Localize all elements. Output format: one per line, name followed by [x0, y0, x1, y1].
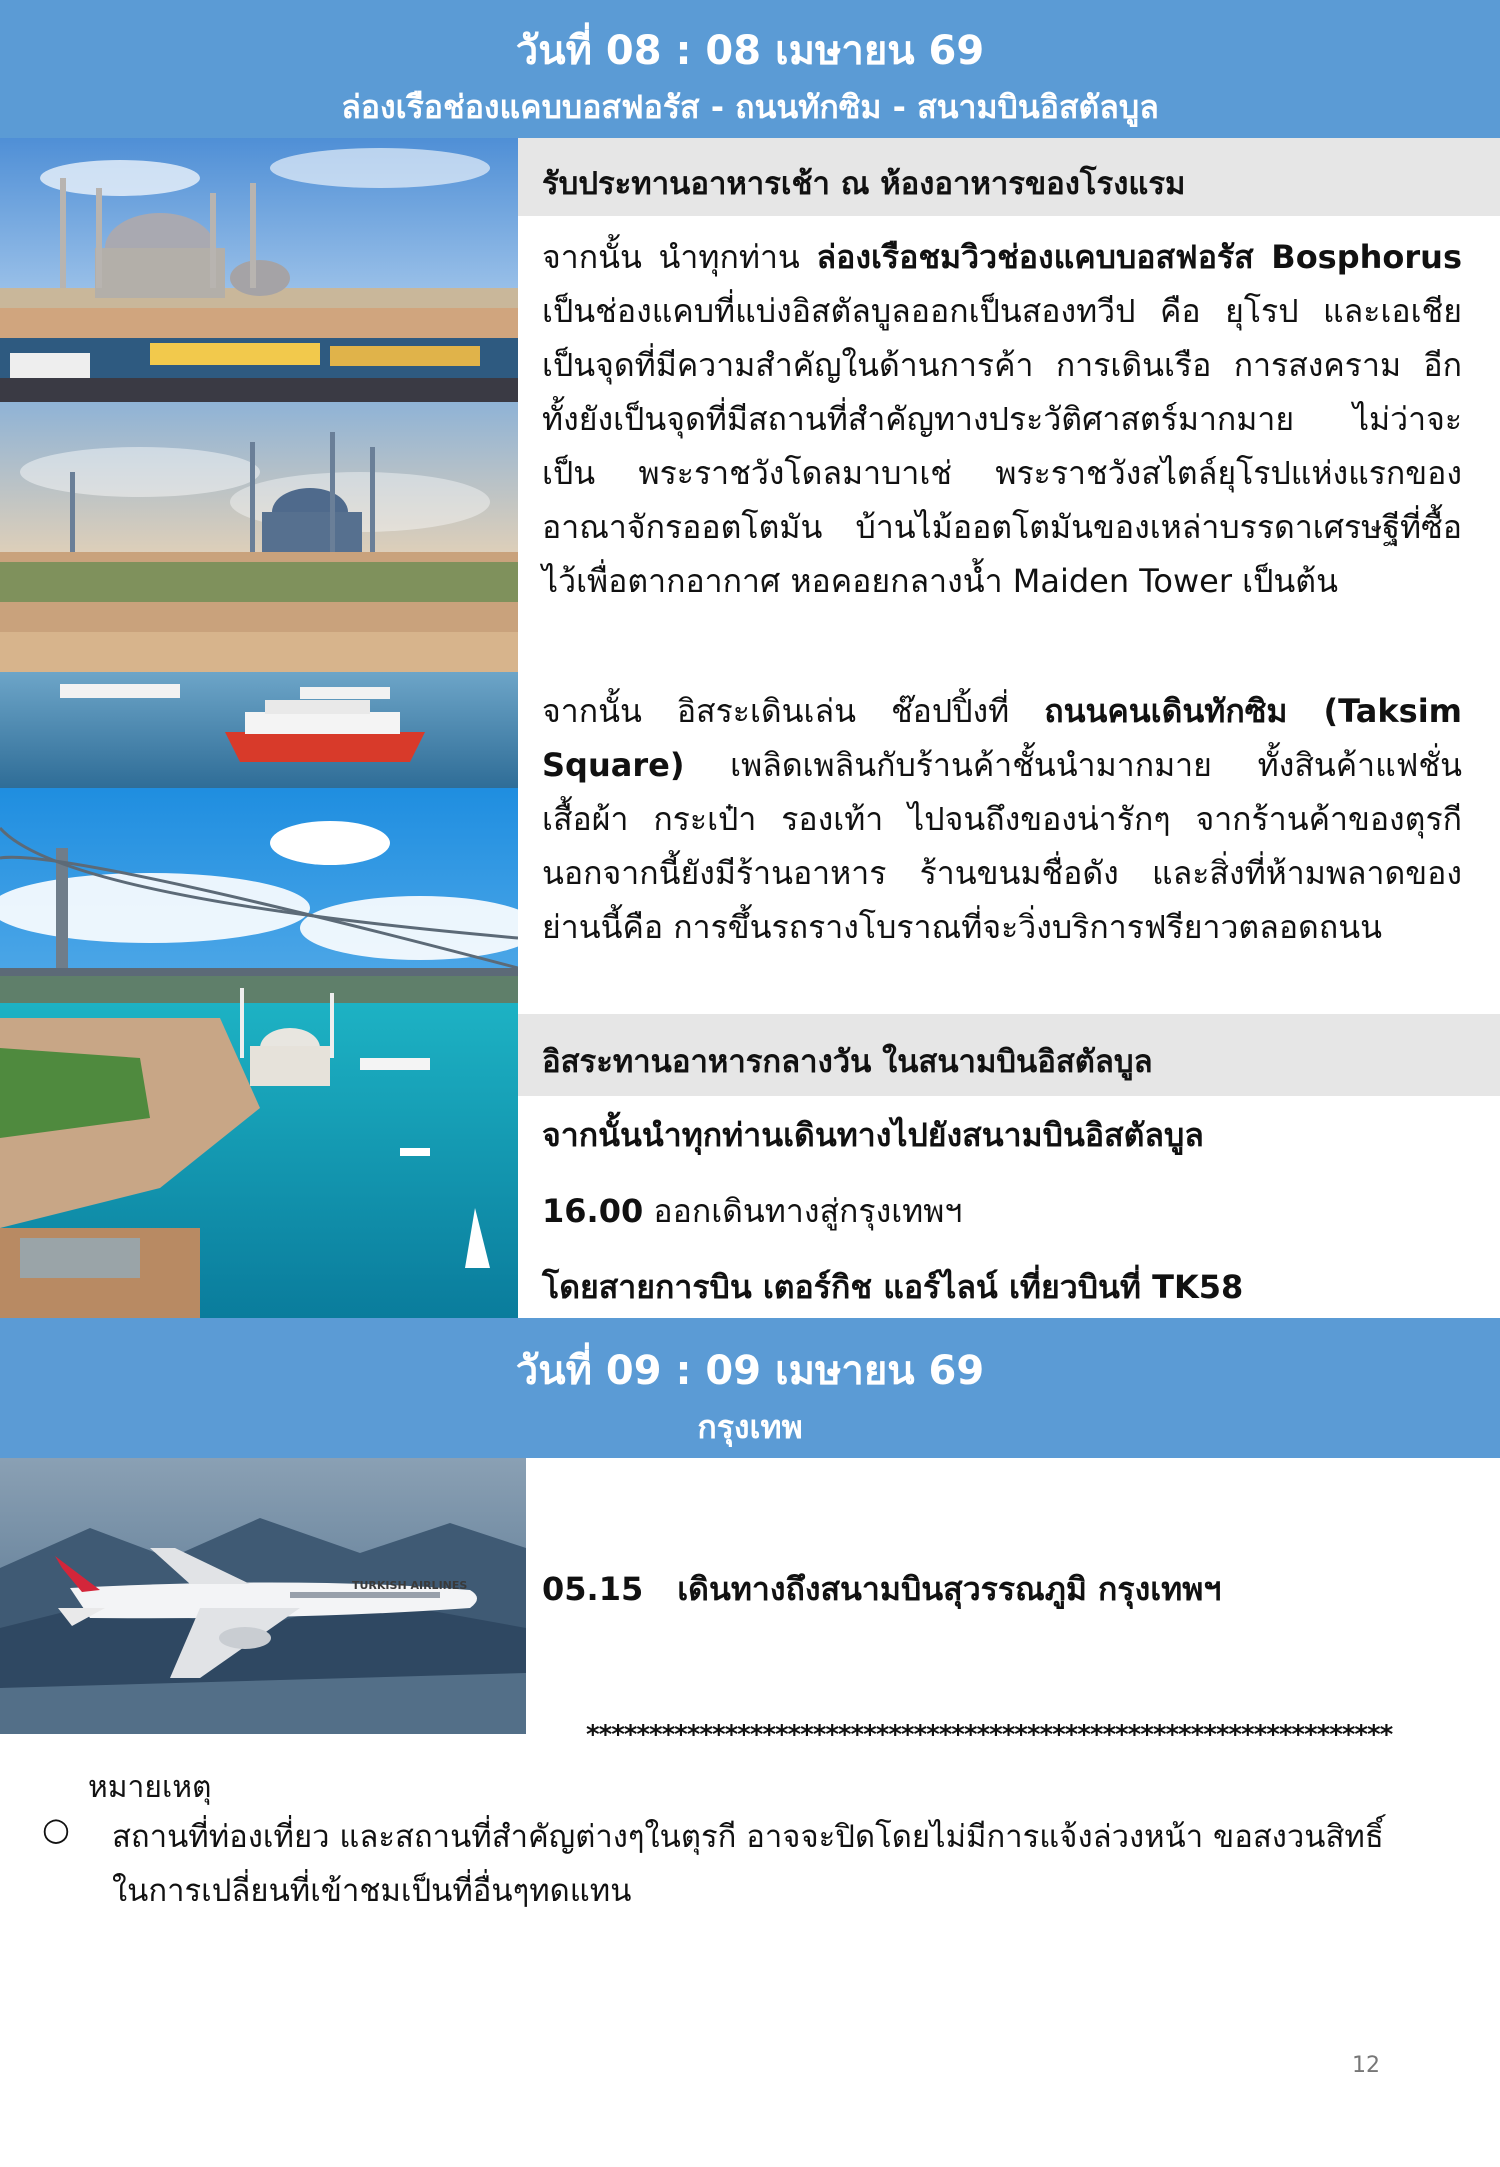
- day8-title: วันที่ 08 : 08 เมษายน 69: [515, 28, 985, 74]
- airline-livery-text: TURKISH AIRLINES: [352, 1579, 468, 1592]
- day9-header-band: [0, 1318, 1500, 1458]
- lunch-bar: [518, 1014, 1500, 1096]
- departure-text: ออกเดินทางสู่กรุงเทพฯ: [643, 1192, 963, 1230]
- day9-title: วันที่ 09 : 09 เมษายน 69: [515, 1348, 985, 1394]
- breakfast-text: รับประทานอาหารเช้า ณ ห้องอาหารของโรงแรม: [542, 166, 1186, 202]
- flight-info: โดยสายการบิน เตอร์กิช แอร์ไลน์ เที่ยวบินที่ TK58: [542, 1268, 1244, 1306]
- to-airport-text: จากนั้นนำทุกท่านเดินทางไปยังสนามบินอิสตัลบูล: [542, 1116, 1204, 1154]
- breakfast-bar: [518, 138, 1500, 216]
- departure-time: 16.00: [542, 1192, 644, 1230]
- arrival-time: 05.15: [542, 1570, 644, 1608]
- bosphorus-paragraph: จากนั้น นำทุกท่าน ล่องเรือชมวิวช่องแคบบอสฟอรัส Bosphorus เป็นช่องแคบที่แบ่งอิสตัลบูลออกเป็นสองทวีป คือ ยุโรป และเอเชีย เป็นจุดที่มีความสำคัญในด้านการค้า การเดินเรือ การสงคราม อีกทั้งยังเป็นจุดที่มีสถานที่สำคัญทางประวัติศาสตร์มากมาย ไม่ว่าจะเป็น พระราชวังโดลมาบาเช่ พระราชวังสไตล์ยุโรปแห่งแรกของอาณาจักรออตโตมัน บ้านไม้ออตโตมันของเหล่าบรรดาเศรษฐีที่ซื้อไว้เพื่อตากอากาศ หอคอยกลางน้ำ Maiden Tower เป็นต้น: [542, 238, 1463, 600]
- photo-istanbul-mosque-skyline: [0, 138, 518, 402]
- note-title: หมายเหตุ: [88, 1770, 212, 1805]
- day9-city: กรุงเทพ: [697, 1408, 803, 1446]
- lunch-text: อิสระทานอาหารกลางวัน ในสนามบินอิสตัลบูล: [542, 1044, 1153, 1080]
- arrival-line: [542, 1564, 1221, 1615]
- taksim-paragraph: จากนั้น อิสระเดินเล่น ช๊อปปิ้งที่ ถนนคนเดินทักซิม (Taksim Square) เพลิดเพลินกับร้านค้าชั้นนำมากมาย ทั้งสินค้าแฟชั่น เสื้อผ้า กระเป๋า รองเท้า ไปจนถึงของน่ารักๆ จากร้านค้าของตุรกี นอกจากนี้ยังมีร้านอาหาร ร้านขนมชื่อดัง และสิ่งที่ห้ามพลาดของย่านนี้คือ การขึ้นรถรางโบราณที่จะวิ่งบริการฟรียาวตลอดถนน: [542, 692, 1463, 946]
- departure-line: [542, 1186, 962, 1237]
- taksim-highlight: ถนนคนเดินทักซิม (Taksim Square): [542, 692, 1463, 784]
- note-bullet: ○: [42, 1810, 70, 1848]
- day8-route: ล่องเรือช่องแคบบอสฟอรัส - ถนนทักซิม - สนามบินอิสตัลบูล: [341, 88, 1159, 126]
- arrival-text: เดินทางถึงสนามบินสุวรรณภูมิ กรุงเทพฯ: [677, 1570, 1222, 1608]
- page-number: 12: [1352, 2053, 1380, 2078]
- day8-header-band: [0, 0, 1500, 138]
- photo-istanbul-sunset-ferry: [0, 402, 518, 788]
- bosphorus-highlight: ล่องเรือชมวิวช่องแคบบอสฟอรัส Bosphorus: [816, 238, 1463, 276]
- separator-stars: ****************************************************************: [586, 1720, 1393, 1750]
- photo-bosphorus-bridge: [0, 788, 518, 1318]
- note-text: สถานที่ท่องเที่ยว และสถานที่สำคัญต่างๆในตุรกี อาจจะปิดโดยไม่มีการแจ้งล่วงหน้า ขอสงวนสิทธิ์ในการเปลี่ยนที่เข้าชมเป็นที่อื่นๆทดแทน: [112, 1819, 1384, 1909]
- photo-turkish-airlines-plane: [0, 1458, 526, 1734]
